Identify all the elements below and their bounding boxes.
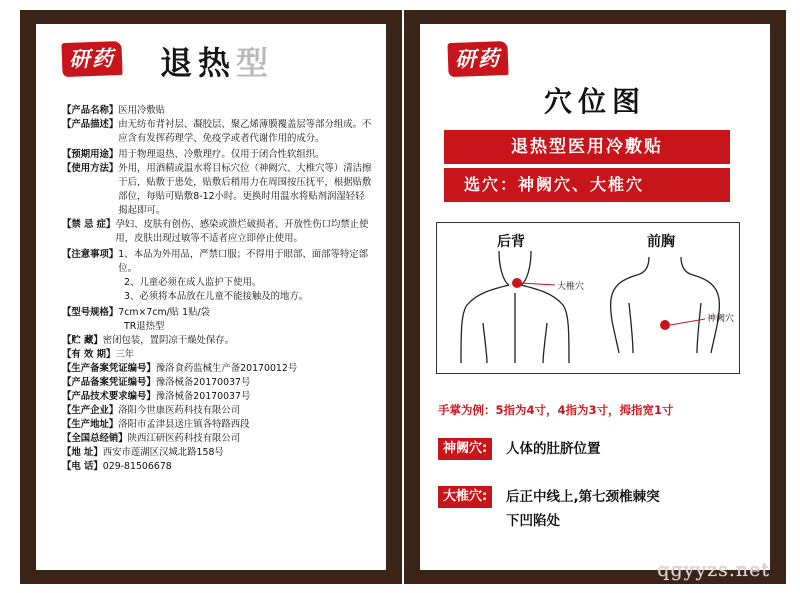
spec-row (62, 104, 372, 118)
spec-value: 豫洛食药监械生产备20170012号 (155, 363, 298, 374)
spec-row (62, 148, 372, 162)
spec-label: 【禁 忌 症】 (62, 219, 116, 230)
point2-tag: 大椎穴: (438, 486, 492, 508)
spec-row (62, 376, 372, 390)
back-point-leader (521, 283, 555, 285)
spec-label: 【产品技术要求编号】 (62, 391, 156, 402)
product-info-panel (36, 24, 386, 570)
spec-label: 【生产备案凭证编号】 (62, 363, 156, 374)
spec-label: 【生产地址】 (62, 419, 119, 430)
title-light: 型 (236, 44, 275, 82)
title-dark: 退热 (160, 44, 237, 82)
body-outline-figure (437, 223, 741, 375)
spec-row (62, 218, 372, 246)
point1-tag: 神阙穴: (438, 438, 492, 460)
back-point-marker (512, 278, 522, 288)
spec-label: 【有 效 期】 (62, 349, 116, 360)
point2-description-line2: 下凹陷处 (506, 513, 560, 529)
spec-value: 外用，用酒精或温水将目标穴位（神阙穴、大椎穴等）清洁擦干后，贴敷于患处，贴敷后稍用力在周围按压抚平，根据贴敷部位，每贴可贴敷8-12小时。更换时用温水将贴剂润湿轻轻揭起即可。 (118, 163, 372, 216)
spec-row (62, 162, 372, 218)
spec-label: 【型号规格】 (62, 307, 119, 318)
acupoint-title: 穴位图 (543, 85, 646, 118)
hand-measure-rule: 手掌为例：5指为4寸，4指为3寸，拇指宽1寸 (438, 403, 674, 417)
spec-value: 密闭包装，置阴凉干燥处保存。 (102, 335, 235, 346)
notes-row (62, 248, 372, 276)
spec-label: 【贮 藏】 (62, 335, 103, 346)
point1-description: 人体的肚脐位置 (506, 441, 601, 457)
spec-row (62, 446, 372, 460)
spec-value: 豫洛械备20170037号 (155, 391, 251, 402)
spec-label: 【使用方法】 (62, 163, 119, 174)
product-title (160, 38, 274, 84)
point2-description-line1: 后正中线上,第七颈椎棘突 (506, 489, 660, 505)
spec-row (62, 306, 372, 320)
acupoint-card (404, 10, 786, 584)
back-body-outline (461, 251, 569, 363)
product-banner: 退热型医用冷敷贴 (444, 130, 730, 164)
back-label: 后背 (497, 234, 525, 250)
spec-row (62, 390, 372, 404)
spec-value: 洛阳今世康医药科技有限公司 (118, 405, 241, 416)
model-sub: TR退热型 (124, 321, 165, 332)
spec-label: 【产品备案凭证编号】 (62, 377, 156, 388)
spec-value: 用于物理退热、冷敷理疗。仅用于闭合性软组织。 (118, 149, 325, 160)
spec-value: 三年 (115, 349, 135, 360)
spec-row (62, 362, 372, 376)
front-point-label: 神阙穴 (707, 314, 735, 324)
spec-label: 【地 址】 (62, 447, 103, 458)
spec-label: 【产品描述】 (62, 119, 119, 130)
front-point-marker (660, 320, 670, 330)
back-point-label: 大椎穴 (557, 282, 585, 292)
spec-value: 由无纺布背衬层、凝胶层、聚乙烯薄膜覆盖层等部分组成。不应含有发挥药理学、免疫学或者代谢作用的成分。 (118, 119, 372, 144)
spec-list (62, 104, 372, 474)
product-info-card (20, 10, 402, 584)
spec-row (62, 418, 372, 432)
site-watermark: qgyyzs.net (657, 559, 770, 581)
spec-label: 【注意事项】 (62, 249, 119, 260)
spec-label: 【全国总经销】 (62, 433, 128, 444)
spec-row (62, 460, 372, 474)
spec-value: 西安市莲湖区汉城北路158号 (102, 447, 224, 458)
spec-label: 【生产企业】 (62, 405, 119, 416)
spec-row (62, 118, 372, 146)
brand-logo-stamp: 研药 (61, 41, 122, 77)
spec-row (62, 334, 372, 348)
spec-value: 洛阳市孟津县送庄镇各特路西段 (118, 419, 250, 430)
spec-label: 【预期用途】 (62, 149, 119, 160)
spec-value: 029-81506678 (102, 461, 172, 472)
note-item: 3、必须将本品放在儿童不能接触及的地方。 (124, 291, 309, 302)
spec-value: 豫洛械备20170037号 (155, 377, 251, 388)
note-item: 2、儿童必须在成人监护下使用。 (124, 277, 262, 288)
spec-label: 【电 话】 (62, 461, 103, 472)
front-body-outline (611, 257, 720, 353)
spec-label: 【产品名称】 (62, 105, 119, 116)
front-point-leader (670, 319, 705, 325)
brand-logo-stamp: 研药 (447, 41, 508, 77)
spec-row (62, 348, 372, 362)
spec-value: 医用冷敷贴 (118, 105, 166, 116)
spec-row (62, 432, 372, 446)
spec-value: 7cm×7cm/贴 1贴/袋 (118, 307, 211, 318)
spec-value: 陕西江研医药科技有限公司 (127, 433, 241, 444)
spec-row (62, 404, 372, 418)
front-label: 前胸 (647, 234, 675, 250)
note-item: 1、本品为外用品，严禁口服；不得用于眼部、面部等特定部位。 (118, 249, 368, 274)
acupoint-panel (420, 24, 770, 570)
spec-value: 孕妇、皮肤有创伤、感染或溃烂破损者、开放性伤口均禁止使用，皮肤出现过敏等不适者应立即停止使用。 (115, 219, 369, 244)
acupoint-diagram (436, 222, 740, 374)
selected-points-banner: 选穴：神阙穴、大椎穴 (444, 168, 730, 202)
